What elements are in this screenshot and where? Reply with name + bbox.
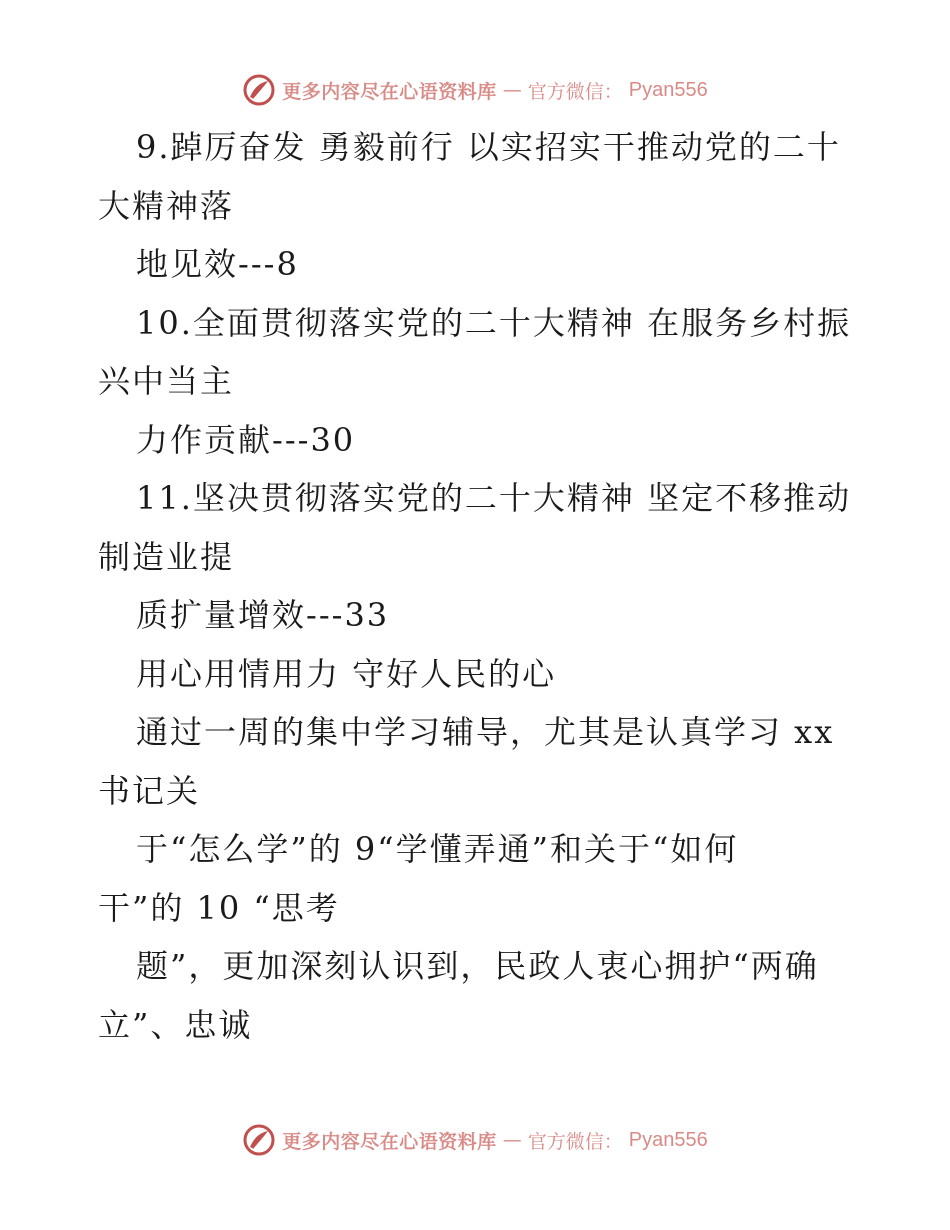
text-line: 书记关 (98, 771, 201, 810)
text-line: 大精神落 (98, 186, 235, 225)
text-line: 质扩量增效---33 (136, 596, 390, 634)
text-line: 题”，更加深刻认识到，民政人衷心拥护“两确 (136, 947, 819, 985)
watermark-logo-icon (242, 1123, 276, 1157)
watermark-text: 更多内容尽在心语资料库 (282, 80, 497, 103)
watermark-wechat-id: Pyan556 (628, 1128, 708, 1151)
watermark-separator: — (502, 1129, 522, 1151)
text-line: 通过一周的集中学习辅导，尤其是认真学习 xx (136, 713, 835, 751)
document-body (98, 118, 858, 1054)
text-line: 立”、忠诚 (98, 1005, 253, 1044)
text-line: 地见效---8 (136, 245, 299, 283)
watermark-wechat-label: 官方微信： (527, 80, 623, 103)
text-line: 用心用情用力 守好人民的心 (136, 654, 557, 693)
text-line: 9.踔厉奋发 勇毅前行 以实招实干推动党的二十 (136, 128, 841, 166)
text-line: 制造业提 (98, 537, 235, 576)
watermark-text: 更多内容尽在心语资料库 (282, 1130, 497, 1153)
watermark-wechat-id: Pyan556 (628, 78, 708, 101)
watermark-separator: — (502, 79, 522, 101)
watermark-wechat-label: 官方微信： (527, 1130, 623, 1153)
text-line: 兴中当主 (98, 362, 235, 400)
text-line: 11.坚决贯彻落实党的二十大精神 坚定不移推动 (136, 479, 852, 517)
text-line: 于“怎么学”的 9“学懂弄通”和关于“如何 (136, 830, 739, 868)
header-watermark (0, 70, 950, 110)
text-line: 10.全面贯彻落实党的二十大精神 在服务乡村振 (136, 303, 852, 342)
text-line: 力作贡献---30 (136, 420, 356, 459)
footer-watermark (0, 1120, 950, 1160)
text-line: 干”的 10 “思考 (98, 888, 340, 927)
watermark-logo-icon (242, 73, 276, 107)
